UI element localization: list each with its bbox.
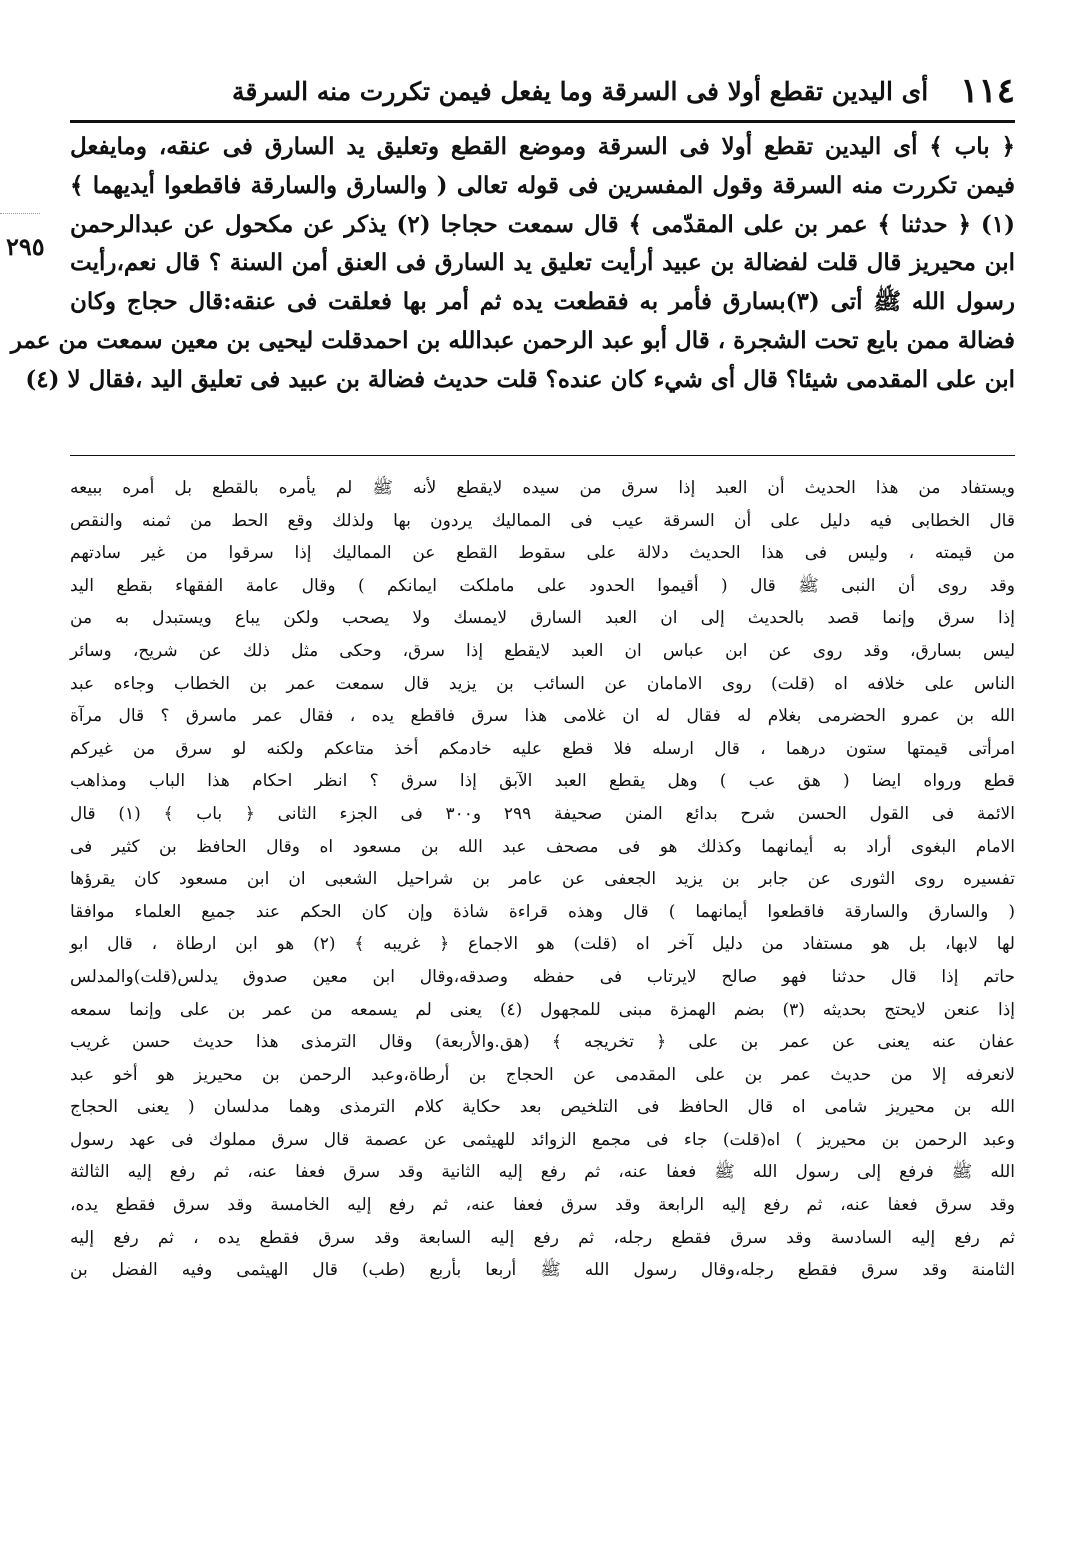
footnote-line: لها لابها، بل هو مستفاد من دليل آخر اه (قلت) هو الاجماع ﴿ غريبه ﴾ (٢) هو ابن ارطاة ، قال ابو	[70, 934, 1015, 955]
main-text-line: فيمن تكررت منه السرقة وقول المفسرين فى قوله تعالى ( والسارق والسارقة فاقطعوا أيديهما ﴾	[70, 171, 1015, 199]
hadith-number: ٢٩٥	[6, 232, 45, 261]
margin-mark	[0, 213, 40, 214]
page-number: ١١٤	[960, 71, 1015, 111]
main-text-line: (١) ﴿ حدثنا ﴾ عمر بن على المقدّمى ﴾ قال سمعت حجاجا (٢) يذكر عن مكحول عن عبدالرحمن	[70, 210, 1015, 238]
page-header	[70, 66, 1015, 116]
footnote-line: حاتم إذا قال حدثنا فهو صالح لايرتاب فى حفظه وصدقه،وقال ابن معين صدوق يدلس(قلت)والمدلس	[70, 966, 1015, 987]
footnote-line: عفان عنه يعنى عن عمر بن على ﴿ تخريجه ﴾ (هق.والأربعة) وقال الترمذى هذا حديث حسن غريب	[70, 1032, 1015, 1053]
footnote-line: الائمة فى القول الحسن شرح بدائع المنن صحيفة ٢٩٩ و٣٠٠ فى الجزء الثانى ﴿ باب ﴾ (١) قال	[70, 803, 1015, 824]
footnote-line: ويستفاد من هذا الحديث أن العبد إذا سرق من سيده لايقطع لأنه ﷺ لم يأمره بالقطع بل أمره ببيعه	[70, 478, 1015, 498]
footnote-line: من قيمته ، وليس فى هذا الحديث دلالة على سقوط القطع عن المماليك إذا سرقوا من غير سادتهم	[70, 543, 1015, 564]
main-text-line: رسول الله ﷺ أتى (٣)بسارق فأمر به فقطعت يده ثم أمر بها فعلقت فى عنقه:قال حجاج وكان	[70, 288, 1015, 316]
footnote-line: الله بن محيريز شامى اه قال الحافظ فى التلخيص بعد حكاية كلام الترمذى وهما مدلسان ( يعنى الحجاج	[70, 1097, 1015, 1118]
footnote-line: لانعرفه إلا من حديث عمر بن على المقدمى عن الحجاج بن أرطاة،وعبد الرحمن بن محيريز هو أخو عبد	[70, 1064, 1015, 1085]
footnote-line: وقد سرق فعفا عنه، ثم رفع إليه الرابعة وقد سرق فعفا عنه، ثم رفع إليه الخامسة وقد سرق فقطع يده،	[70, 1195, 1015, 1216]
footnote-line: الله ﷺ فرفع إلى رسول الله ﷺ فعفا عنه، ثم رفع إليه الثانية وقد سرق فعفا عنه، ثم رفع إليه الثالثة	[70, 1162, 1015, 1183]
footnote-line: قطع ورواه ايضا ( هق عب ) وهل يقطع العبد الآبق إذا سرق ؟ انظر احكام هذا الباب ومذاهب	[70, 771, 1015, 792]
footnote-line: امرأتى قيمتها ستون درهما ، قال ارسله فلا قطع عليه خادمكم أخذ متاعكم ولكنه لو سرق من غيركم	[70, 738, 1015, 759]
footnote-line: الامام البغوى أراد به أيمانهما وكذلك هو فى مصحف عبد الله بن مسعود اه وقال الحافظ بن كثير فى	[70, 836, 1015, 857]
footnote-line: الله بن عمرو الحضرمى بغلام له فقال له ان غلامى هذا سرق فاقطع يده ، فقال عمر ماسرق ؟ قال مرآة	[70, 706, 1015, 727]
footnote-line: إذا سرق وإنما قصد بالحديث إلى ان العبد السارق لايمسك ولا يصحب ولكن يباع ويستبدل به من	[70, 608, 1015, 629]
running-title: أى اليدين تقطع أولا فى السرقة وما يفعل فيمن تكررت منه السرقة	[232, 76, 929, 106]
footnote-line: الناس على خلافه اه (قلت) روى الامامان عن السائب بن يزيد قال سمعت عمر بن الخطاب وجاءه عبد	[70, 673, 1015, 694]
footnote-line: وعبد الرحمن بن محيريز ) اه(قلت) جاء فى مجمع الزوائد للهيثمى عن عصمة قال سرق مملوك فى عهد رسول	[70, 1129, 1015, 1150]
footnote-line: تفسيره روى الثورى عن جابر بن يزيد الجعفى عن عامر بن شراحيل الشعبى ان ابن مسعود كان يقرؤها	[70, 869, 1015, 890]
footnote-line: ليس بسارق، وقد روى عن ابن عباس ان العبد لايقطع إذا سرق، وحكى مثل ذلك عن شريح، وسائر	[70, 640, 1015, 661]
footnote-line: وقد روى أن النبى ﷺ قال ( أقيموا الحدود على ماملكت ايمانكم ) وقال عامة الفقهاء بقطع اليد	[70, 575, 1015, 596]
footnote-line: إذا عنعن لايحتج بحديثه (٣) بضم الهمزة مبنى للمجهول (٤) يعنى لم يسمعه من عمر بن على وإنما سمعه	[70, 999, 1016, 1020]
footnotes	[70, 472, 1015, 1287]
footnote-line: الثامنة وقد سرق فقطع رجله،وقال رسول الله ﷺ أربعا بأربع (طب) قال الهيثمى وفيه الفضل بن	[70, 1260, 1015, 1281]
main-text-line: ابن على المقدمى شيئا؟ قال أى شيء كان عنده؟ قلت حديث فضالة بن عبيد فى تعليق اليد ،فقال لا (٤)	[25, 365, 1015, 393]
footnote-separator	[70, 455, 1015, 456]
main-text-line: ﴿ باب ﴾ أى اليدين تقطع أولا فى السرقة وموضع القطع وتعليق يد السارق فى عنقه، ومايفعل	[70, 133, 1015, 160]
main-text-line: ابن محيريز قال قلت لفضالة بن عبيد أرأيت تعليق يد السارق فى العنق أمن السنة ؟ قال نعم،رأيت	[70, 249, 1015, 277]
main-text-line: فضالة ممن بايع تحت الشجرة ، قال أبو عبد الرحمن عبدالله بن احمدقلت ليحيى بن معين سمعت من عمر	[10, 326, 1015, 354]
footnote-line: ( والسارق والسارقة فاقطعوا أيمانهما ) قال وهذه قراءة شاذة وإن كان الحكم عند جميع العلماء موافقا	[70, 901, 1015, 922]
footnote-line: ثم رفع إليه السادسة وقد سرق فقطع رجله، ثم رفع إليه السابعة وقد سرق فقطع يده ، ثم رفع إليه	[70, 1227, 1015, 1248]
footnote-line: قال الخطابى فيه دليل على أن السرقة عيب فى المماليك يردون بها ولذلك وقع الحط من ثمنه والنقص	[70, 510, 1015, 531]
header-rule	[70, 120, 1015, 123]
